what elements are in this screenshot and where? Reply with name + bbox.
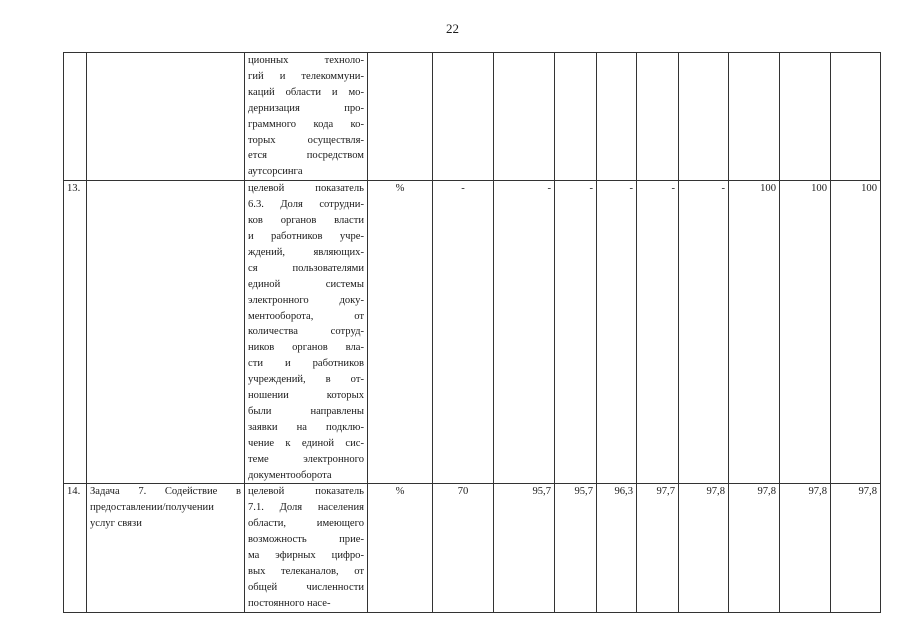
indicator-text-line: ношении которых <box>248 390 364 402</box>
value-cell: - <box>679 181 729 484</box>
row-number-cell: 13. <box>64 181 87 484</box>
indicator-text-line: теме электронного <box>248 453 364 465</box>
indicator-text-line: ется посредством <box>248 150 364 162</box>
indicator-text-line: 6.3. Доля сотрудни- <box>248 199 364 211</box>
indicator-text-line: учреждений, в от- <box>248 374 364 386</box>
indicator-text-line: документооборота <box>248 469 332 481</box>
indicator-text-line: ся пользователями <box>248 262 364 274</box>
indicator-text-line: дернизация про- <box>248 102 364 114</box>
indicator-text-line: постоянного насе- <box>248 597 331 609</box>
value-cell <box>831 53 881 181</box>
page-number: 22 <box>446 21 459 36</box>
value-cell <box>780 53 831 181</box>
unit-cell: % <box>368 181 433 484</box>
table-body <box>64 53 881 613</box>
indicator-text-line: ма эфирных цифро- <box>248 550 364 562</box>
indicator-text-line: количества сотруд- <box>248 326 364 338</box>
indicator-text-line: ков органов власти <box>248 215 364 227</box>
indicator-text-line: ционных техноло- <box>248 55 364 66</box>
task-cell <box>87 53 245 181</box>
table-row <box>64 484 881 612</box>
task-text-line: услуг связи <box>90 518 142 530</box>
value-cell <box>433 53 494 181</box>
task-cell <box>87 484 245 612</box>
indicator-text-line: электронного доку- <box>248 294 364 306</box>
value-cell: 100 <box>831 181 881 484</box>
indicator-text-line: ждений, являющих- <box>248 246 364 258</box>
indicator-text-line: общей численности <box>248 581 364 593</box>
value-cell: - <box>597 181 637 484</box>
value-cell: - <box>494 181 555 484</box>
value-cell: 97,8 <box>780 484 831 612</box>
value-cell: 70 <box>433 484 494 612</box>
indicator-cell <box>245 53 368 181</box>
value-cell: 95,7 <box>555 484 597 612</box>
indicator-cell <box>245 484 368 612</box>
indicator-text-line: целевой показатель <box>248 183 364 195</box>
value-cell: - <box>637 181 679 484</box>
value-cell: 100 <box>729 181 780 484</box>
unit-cell <box>368 53 433 181</box>
value-cell <box>637 53 679 181</box>
value-cell <box>494 53 555 181</box>
task-text-line: предоставлении/получении <box>90 502 214 514</box>
indicator-text-line: вых телеканалов, от <box>248 566 364 577</box>
value-cell: 97,7 <box>637 484 679 612</box>
indicator-text-line: чение к единой сис- <box>248 437 364 449</box>
indicator-cell <box>245 181 368 484</box>
value-cell: 97,8 <box>679 484 729 612</box>
indicator-text-line: единой системы <box>248 278 364 290</box>
indicator-text-line: были направлены <box>248 405 364 417</box>
unit-cell: % <box>368 484 433 612</box>
indicator-text-line: заявки на подклю- <box>248 421 364 433</box>
value-cell <box>679 53 729 181</box>
indicator-text-line: сти и работников <box>248 358 364 370</box>
indicator-text-line: торых осуществля- <box>248 134 364 146</box>
indicator-text-line: и работников учре- <box>248 230 364 242</box>
indicator-text-line: целевой показатель <box>248 486 364 498</box>
value-cell: 100 <box>780 181 831 484</box>
row-number-cell: 14. <box>64 484 87 612</box>
indicator-text-line: 7.1. Доля населения <box>248 502 364 514</box>
indicator-text-line: аутсорсинга <box>248 166 303 178</box>
value-cell: - <box>555 181 597 484</box>
task-cell <box>87 181 245 484</box>
indicator-text-line: возможность прие- <box>248 534 364 546</box>
value-cell: 95,7 <box>494 484 555 612</box>
value-cell: 96,3 <box>597 484 637 612</box>
value-cell <box>729 53 780 181</box>
indicator-text-line: области, имеющего <box>248 518 364 530</box>
indicator-text-line: ников органов вла- <box>248 342 364 354</box>
table-row <box>64 53 881 181</box>
task-text-line: Задача 7. Содействие в <box>90 486 241 498</box>
value-cell: 97,8 <box>831 484 881 612</box>
indicator-table <box>63 52 881 613</box>
indicator-text-line: ментооборота, от <box>248 310 364 322</box>
indicator-text-line: гий и телекоммуни- <box>248 70 364 82</box>
indicator-text-line: каций области и мо- <box>248 86 364 98</box>
row-number-cell <box>64 53 87 181</box>
value-cell: 97,8 <box>729 484 780 612</box>
value-cell <box>555 53 597 181</box>
indicator-text-line: граммного кода ко- <box>248 118 364 130</box>
value-cell <box>597 53 637 181</box>
table-row <box>64 181 881 484</box>
value-cell: - <box>433 181 494 484</box>
